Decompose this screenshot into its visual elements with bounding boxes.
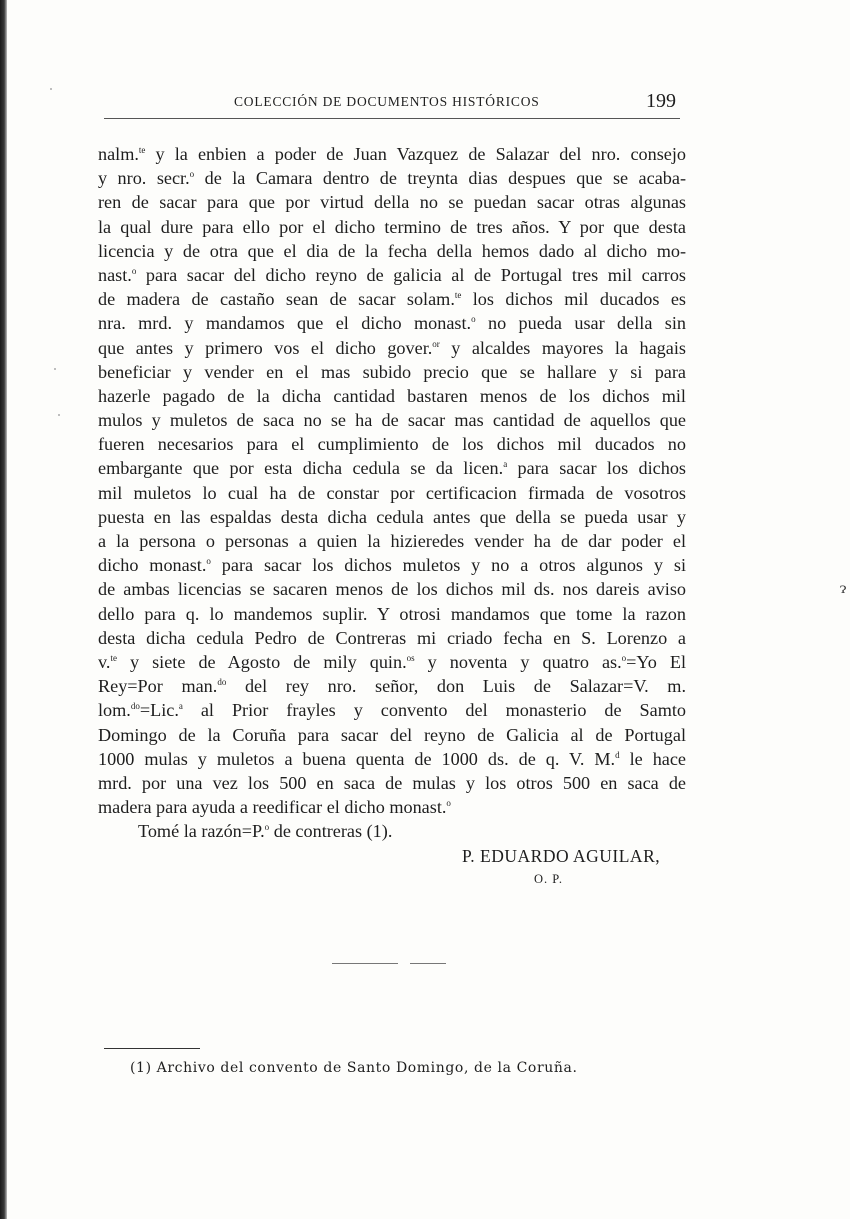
text-line: de madera de castaño sean de sacar solam.$^{te}$ los dichos mil ducados es	[98, 289, 686, 310]
section-divider	[410, 963, 446, 964]
text-line: que antes y primero vos el dicho gover.$^{or}$ y alcaldes mayores la hagais	[98, 337, 686, 358]
text-line: dicho monast.$^o$ para sacar los dichos muletos y no a otros algunos y si	[98, 555, 686, 576]
text-line: fueren necesarios para el cumplimiento de los dichos mil ducados no	[98, 434, 686, 455]
text-line: mrd. por una vez los 500 en saca de mulas y los otros 500 en saca de	[98, 772, 686, 793]
text-line: dello para q. lo mandemos suplir. Y otrosi mandamos que tome la razon	[98, 603, 686, 624]
text-line: madera para ayuda a reedificar el dicho monast.$^o$	[98, 797, 451, 818]
text-line: a la persona o personas a quien la hizieredes vender ha de dar poder el	[98, 531, 686, 551]
signature-order: O. P.	[534, 872, 563, 886]
closing-line: Tomé la razón=P.$^o$ de contreras (1).	[138, 821, 393, 842]
footnote-rule	[104, 1048, 200, 1049]
header-title: COLECCIÓN DE DOCUMENTOS HISTÓRICOS	[234, 94, 540, 109]
text-line: mulos y muletos de saca no se ha de sacar mas cantidad de aquellos que	[98, 410, 686, 431]
text-line: nalm.$^{te}$ y la enbien a poder de Juan Vazquez de Salazar del nro. consejo	[98, 144, 686, 164]
text-line: de ambas licencias se sacaren menos de los dichos mil ds. nos dareis aviso	[98, 579, 686, 600]
text-line: y nro. secr.$^o$ de la Camara dentro de treynta dias despues que se acaba-	[98, 168, 686, 189]
text-line: lom.$^{do}$=Lic.$^a$ al Prior frayles y convento del monasterio de Samto	[98, 700, 686, 721]
text-line: 1000 mulas y muletos a buena quenta de 1000 ds. de q. V. M.$^d$ le hace	[98, 748, 686, 769]
text-line: v.$^{te}$ y siete de Agosto de mily quin.$^{os}$ y noventa y quatro as.$^o$=Yo El	[98, 651, 686, 672]
footnote: (1) Archivo del convento de Santo Domingo, de la Coruña.	[130, 1060, 578, 1076]
running-header	[104, 92, 680, 116]
text-line: ren de sacar para que por virtud della no se puedan sacar otras algunas	[98, 192, 686, 213]
text-line: nra. mrd. y mandamos que el dicho monast.$^o$ no pueda usar della sin	[98, 313, 686, 334]
header-rule	[104, 118, 680, 119]
text-line: licencia y de otra que el dia de la fecha della hemos dado al dicho mo-	[98, 240, 686, 261]
paper-speck	[58, 414, 60, 416]
signature-name: P. EDUARDO AGUILAR,	[462, 846, 661, 866]
margin-mark: ɂ	[840, 580, 847, 597]
paper-speck	[54, 368, 56, 370]
text-line: embargante que por esta dicha cedula se da licen.$^a$ para sacar los dichos	[98, 458, 686, 479]
paper-speck	[50, 88, 52, 90]
text-line: mil muletos lo cual ha de constar por certificacion firmada de vosotros	[98, 482, 686, 503]
text-line: puesta en las espaldas desta dicha cedula antes que della se pueda usar y	[98, 506, 686, 527]
text-line: hazerle pagado de la dicha cantidad bastaren menos de los dichos mil	[98, 385, 686, 406]
section-divider	[332, 963, 398, 964]
document-body	[98, 142, 686, 843]
text-line: nast.$^o$ para sacar del dicho reyno de galicia al de Portugal tres mil carros	[98, 264, 686, 285]
text-line: Domingo de la Coruña para sacar del reyno de Galicia al de Portugal	[98, 724, 686, 745]
text-line: beneficiar y vender en el mas subido precio que se hallare y si para	[98, 361, 686, 382]
text-line: desta dicha cedula Pedro de Contreras mi criado fecha en S. Lorenzo a	[98, 627, 686, 648]
page-number: 199	[646, 90, 676, 112]
book-spine-edge	[0, 0, 7, 1219]
text-line: la qual dure para ello por el dicho termino de tres años. Y por que desta	[98, 216, 686, 237]
text-line: Rey=Por man.$^{do}$ del rey nro. señor, don Luis de Salazar=V. m.	[98, 676, 686, 697]
